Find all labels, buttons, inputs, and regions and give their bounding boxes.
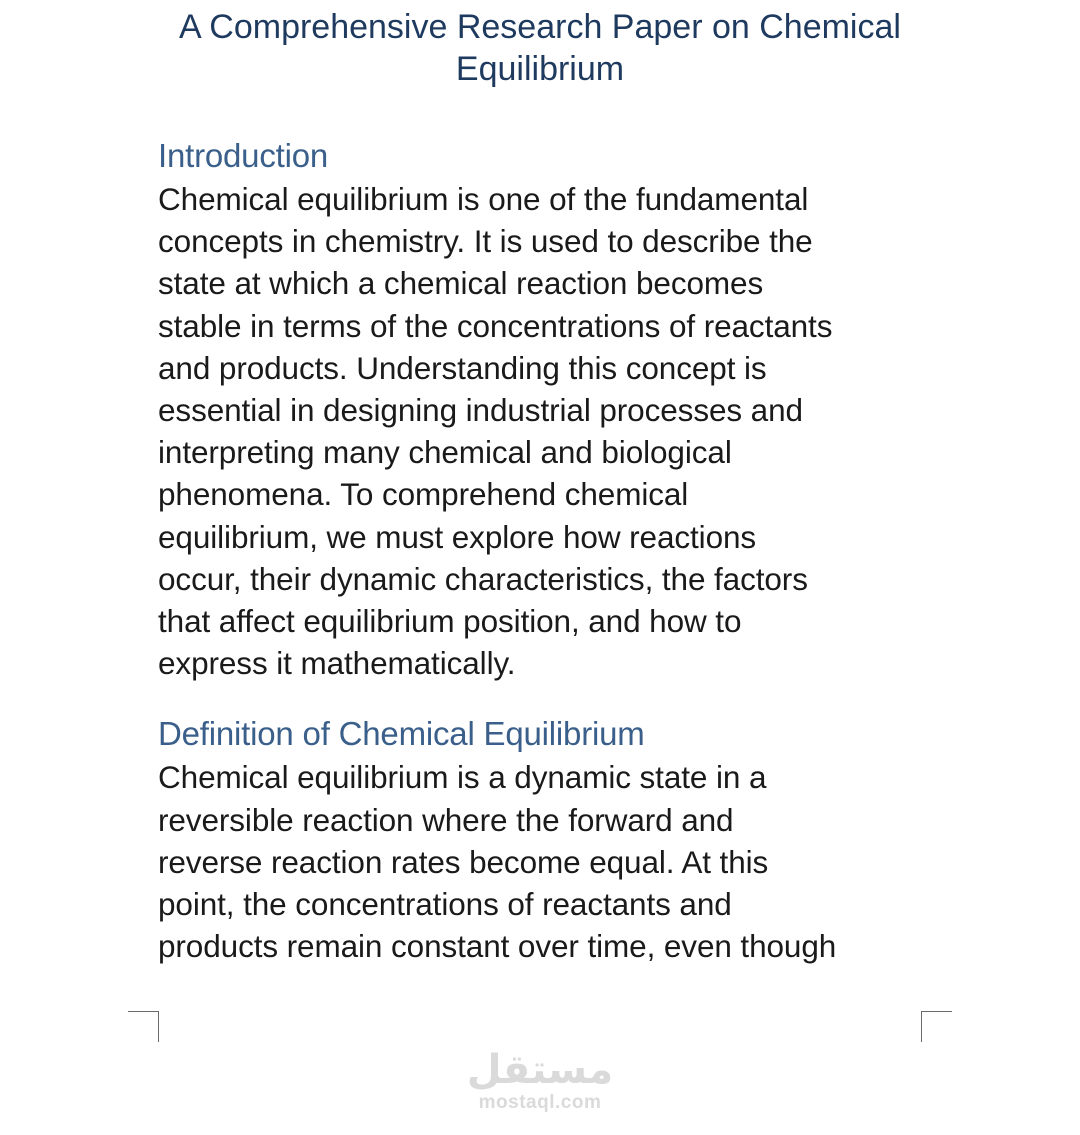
section-introduction (158, 134, 928, 684)
paragraph-line: phenomena. To comprehend chemical (158, 476, 689, 513)
document-body (158, 134, 928, 967)
paragraph-line: products remain constant over time, even though (158, 928, 837, 965)
paragraph-line: that affect equilibrium position, and how to (158, 603, 742, 640)
paragraph-line: and products. Understanding this concept is (158, 349, 767, 386)
watermark-url: mostaql.com (478, 1092, 602, 1113)
paragraph-line: reversible reaction where the forward and (158, 801, 734, 838)
section-paragraph (158, 178, 928, 684)
watermark (440, 1048, 640, 1114)
paragraph-line: Chemical equilibrium is a dynamic state in a (158, 759, 767, 796)
document-title-line: Equilibrium (455, 50, 625, 88)
paragraph-line: essential in designing industrial processes and (158, 392, 803, 429)
paragraph-line: Chemical equilibrium is one of the fundamental (158, 181, 809, 217)
section-spacer (158, 684, 928, 712)
section-heading: Introduction (158, 137, 329, 174)
page-corner-mark-left (128, 1011, 159, 1042)
watermark-logo: مستقل (466, 1047, 614, 1093)
paragraph-line: concepts in chemistry. It is used to describe the (158, 223, 813, 260)
section-paragraph (158, 756, 928, 967)
paragraph-line: occur, their dynamic characteristics, the factors (158, 560, 808, 597)
section-definition (158, 712, 928, 967)
document-title (120, 6, 960, 90)
paragraph-line: express it mathematically. (158, 645, 516, 682)
paragraph-line: interpreting many chemical and biological (158, 434, 732, 471)
paragraph-line: equilibrium, we must explore how reactions (158, 518, 757, 555)
paragraph-line: state at which a chemical reaction becomes (158, 265, 764, 302)
paragraph-line: reverse reaction rates become equal. At this (158, 843, 769, 880)
page-corner-mark-right (921, 1011, 952, 1042)
paragraph-line: point, the concentrations of reactants and (158, 886, 732, 923)
document-title-line: A Comprehensive Research Paper on Chemical (179, 8, 901, 46)
section-heading: Definition of Chemical Equilibrium (158, 715, 645, 753)
paragraph-line: stable in terms of the concentrations of reactants (158, 307, 833, 344)
